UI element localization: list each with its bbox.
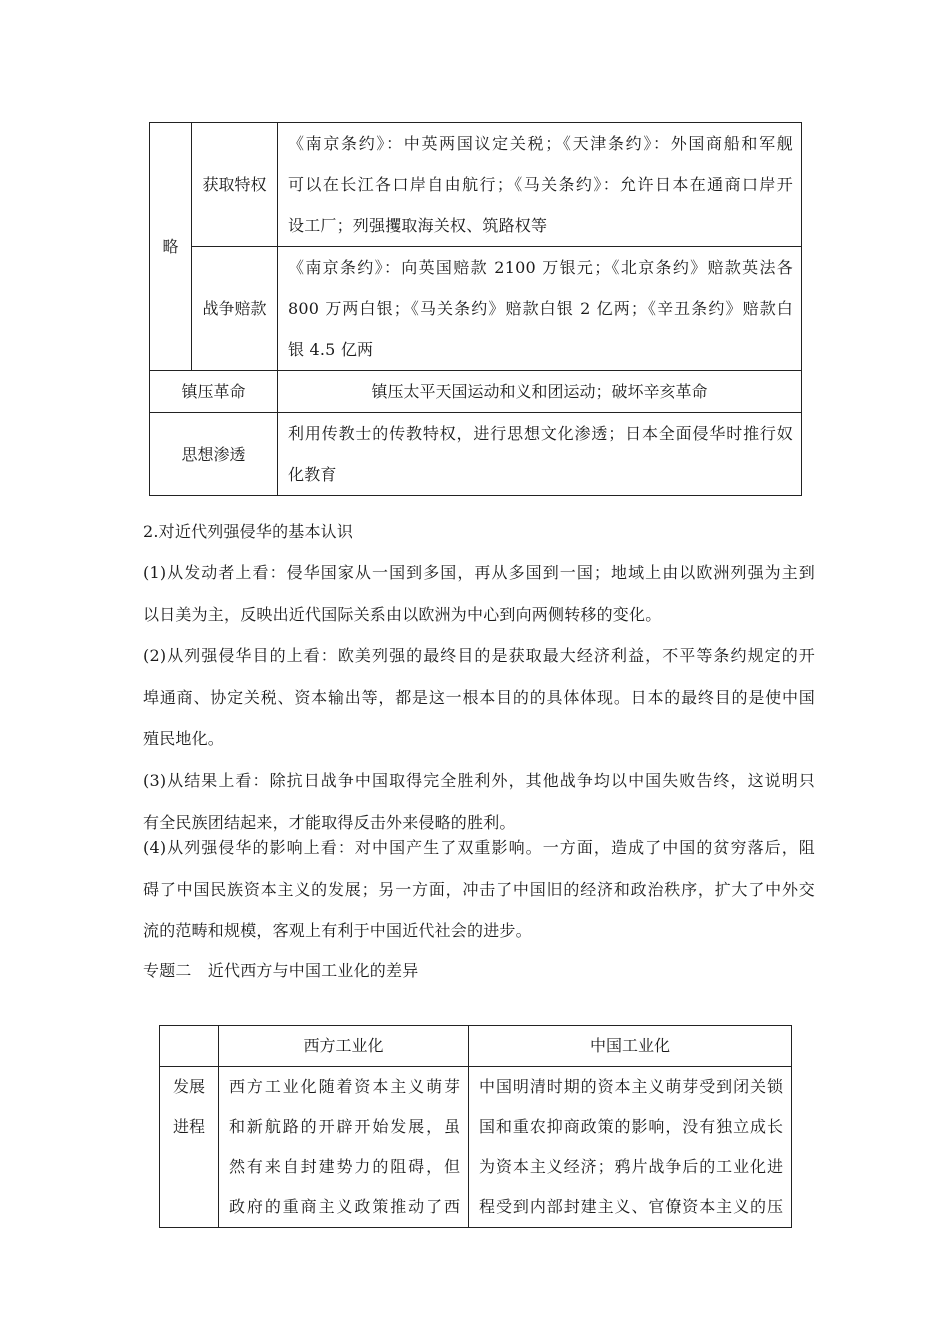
row-label-progress: 发展 进程 bbox=[160, 1067, 219, 1228]
column-header-china: 中国工业化 bbox=[469, 1026, 792, 1067]
west-content: 西方工业化随着资本主义萌芽 和新航路的开辟开始发展，虽 然有来自封建势力的阻碍，但 政府的重商主义政策推动了西 bbox=[219, 1067, 469, 1228]
china-content: 中国明清时期的资本主义萌芽受到闭关锁 国和重农抑商政策的影响，没有独立成长 为资本主义经济；鸦片战争后的工业化进 程受到内部封建主义、官僚资本主义的压 bbox=[469, 1067, 792, 1228]
row-label-suppress: 镇压革命 bbox=[150, 371, 278, 413]
paragraph-4: (4)从列强侵华的影响上看：对中国产生了双重影响。一方面，造成了中国的贫穷落后，阻 碍了中国民族资本主义的发展；另一方面，冲击了中国旧的经济和政治秩序，扩大了中外交 流的范畴和规模，客观上有利于中国近代社会的进步。 bbox=[143, 838, 815, 940]
thought-content: 利用传教士的传教特权，进行思想文化渗透；日本全面侵华时推行奴 化教育 bbox=[278, 413, 802, 496]
table-row bbox=[150, 247, 802, 371]
industrialization-table bbox=[159, 1025, 792, 1228]
section-heading: 2.对近代列强侵华的基本认识 bbox=[143, 522, 354, 541]
paragraph-3: (3)从结果上看：除抗日战争中国取得完全胜利外，其他战争均以中国失败告终，这说明只 有全民族团结起来，才能取得反击外来侵略的胜利。 bbox=[143, 771, 815, 832]
table-header-row bbox=[160, 1026, 792, 1067]
header-blank bbox=[160, 1026, 219, 1067]
row-label-indemnity: 战争赔款 bbox=[192, 247, 278, 371]
topic-heading: 专题二 近代西方与中国工业化的差异 bbox=[143, 961, 419, 980]
paragraph-1: (1)从发动者上看：侵华国家从一国到多国，再从多国到一国；地域上由以欧洲列强为主到 以日美为主，反映出近代国际关系由以欧洲为中心到向两侧转移的变化。 bbox=[143, 563, 815, 624]
table-row bbox=[160, 1067, 792, 1228]
row-label-thought: 思想渗透 bbox=[150, 413, 278, 496]
indemnity-content: 《南京条约》：向英国赔款 2100 万银元；《北京条约》赔款英法各 800 万两白银；《马关条约》赔款白银 2 亿两；《辛丑条约》赔款白 银 4.5 亿两 bbox=[278, 247, 802, 371]
paragraph-2: (2)从列强侵华目的上看：欧美列强的最终目的是获取最大经济利益，不平等条约规定的开 埠通商、协定关税、资本输出等，都是这一根本目的的具体体现。日本的最终目的是使中国 殖民地化。 bbox=[143, 646, 815, 748]
table-row bbox=[150, 413, 802, 496]
column-header-west: 西方工业化 bbox=[219, 1026, 469, 1067]
suppress-content: 镇压太平天国运动和义和团运动；破坏辛亥革命 bbox=[278, 371, 802, 413]
outer-label: 略 bbox=[162, 237, 179, 256]
row-label-privileges: 获取特权 bbox=[192, 123, 278, 247]
table-row bbox=[150, 371, 802, 413]
privileges-content: 《南京条约》：中英两国议定关税；《天津条约》：外国商船和军舰 可以在长江各口岸自由航行；《马关条约》：允许日本在通商口岸开 设工厂；列强攫取海关权、筑路权等 bbox=[278, 123, 802, 247]
table-row bbox=[150, 123, 802, 247]
aggression-table bbox=[149, 122, 802, 496]
outer-label-cell bbox=[150, 123, 192, 371]
